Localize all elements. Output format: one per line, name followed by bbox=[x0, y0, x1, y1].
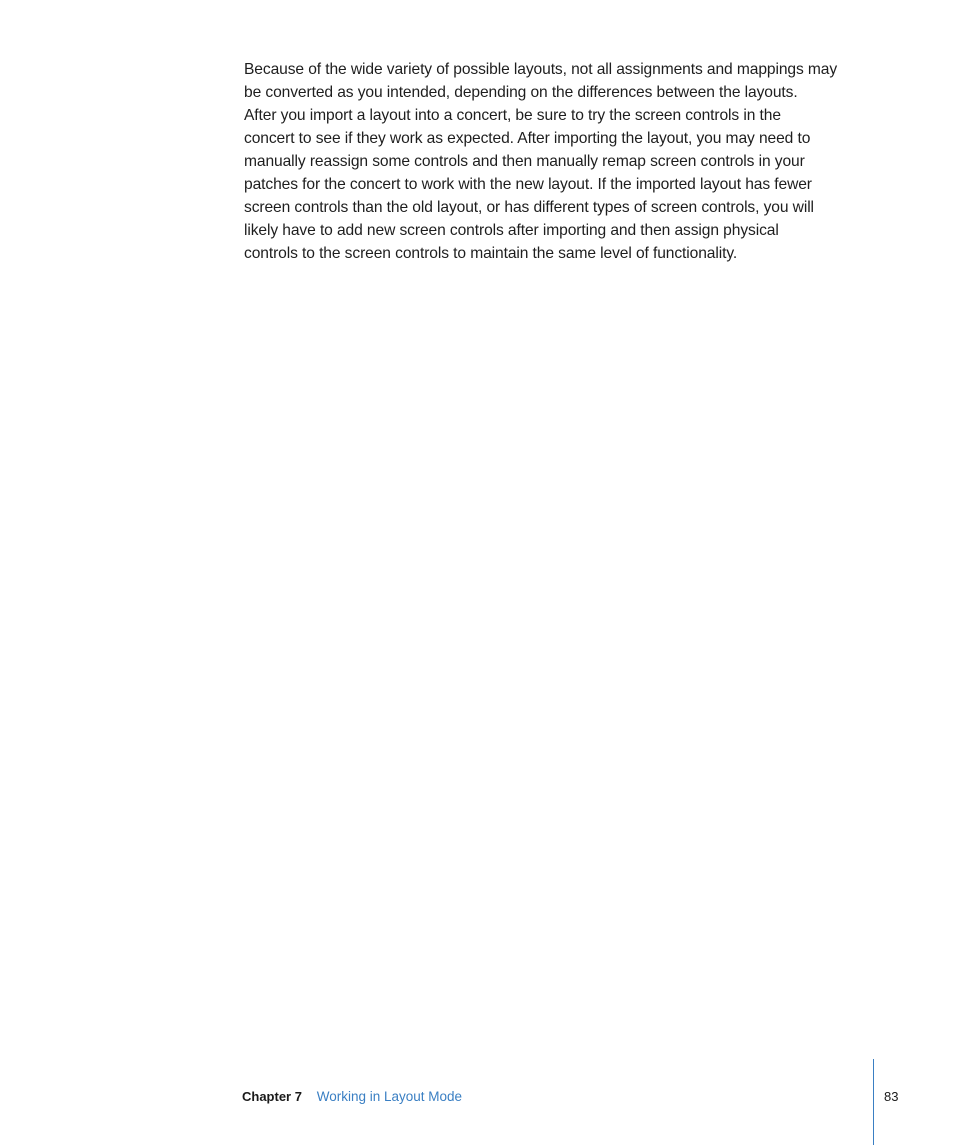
body-line: concert to see if they work as expected. After importing the layout, you may need to bbox=[244, 130, 811, 147]
body-paragraph bbox=[244, 58, 884, 265]
body-line: manually reassign some controls and then manually remap screen controls in your bbox=[244, 153, 805, 170]
body-line: be converted as you intended, depending on the differences between the layouts. bbox=[244, 84, 798, 101]
page-number: 83 bbox=[884, 1089, 899, 1104]
body-line: likely have to add new screen controls after importing and then assign physical bbox=[244, 222, 779, 239]
body-line: Because of the wide variety of possible layouts, not all assignments and mappings may bbox=[244, 61, 838, 78]
body-line: controls to the screen controls to maintain the same level of functionality. bbox=[244, 245, 738, 262]
chapter-label: Chapter 7 bbox=[242, 1089, 302, 1104]
chapter-title: Working in Layout Mode bbox=[316, 1089, 463, 1104]
body-line: screen controls than the old layout, or has different types of screen controls, you will bbox=[244, 199, 814, 216]
page-footer bbox=[242, 1088, 462, 1106]
body-line: After you import a layout into a concert, be sure to try the screen controls in the bbox=[244, 107, 781, 124]
body-line: patches for the concert to work with the new layout. If the imported layout has fewer bbox=[244, 176, 812, 193]
footer-divider bbox=[873, 1059, 874, 1145]
